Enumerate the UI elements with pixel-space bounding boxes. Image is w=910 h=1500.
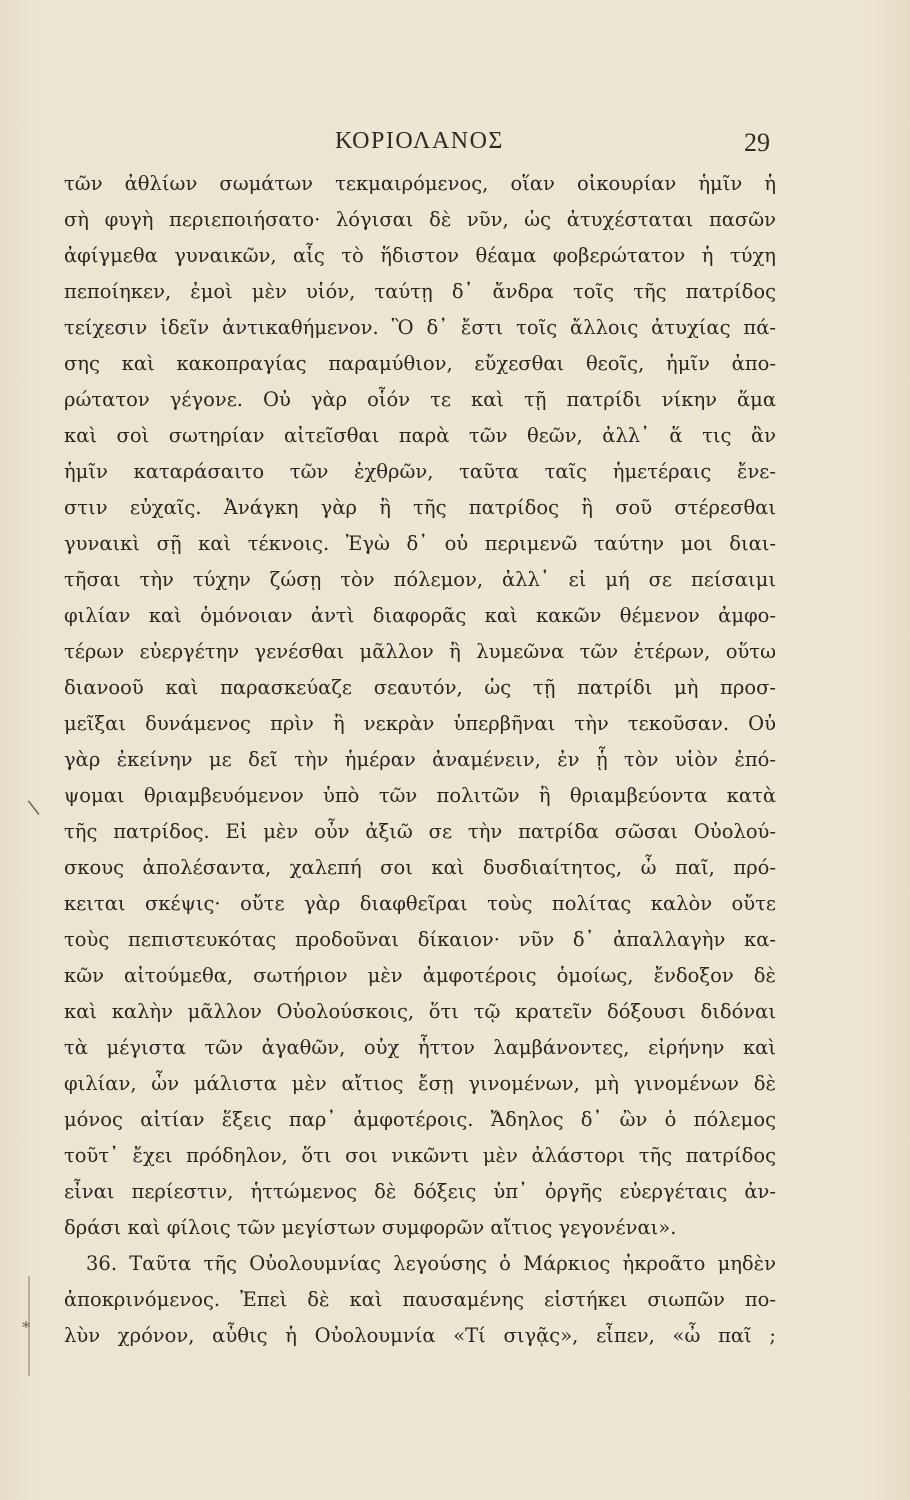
text-line: τείχεσιν ἰδεῖν ἀντικαθήμενον. Ὃ δ᾽ ἔστι τοῖς ἄλλοις ἀτυχίας πά- xyxy=(64,316,776,339)
margin-pencil-mark: \ xyxy=(26,794,41,820)
text-line: σὴ φυγὴ περιεποιήσατο· λόγισαι δὲ νῦν, ὡς ἀτυχέσταται πασῶν xyxy=(64,208,776,231)
text-line: ἀποκρινόμενος. Ἐπεὶ δὲ καὶ παυσαμένης εἱστήκει σιωπῶν πο- xyxy=(64,1288,776,1311)
text-line: εἶναι περίεστιν, ἡττώμενος δὲ δόξεις ὑπ᾽ ὀργῆς εὐεργέταις ἀν- xyxy=(64,1180,776,1203)
text-line: γὰρ ἐκείνην με δεῖ τὴν ἡμέραν ἀναμένειν, ἐν ᾗ τὸν υἱὸν ἐπό- xyxy=(64,748,776,771)
text-line: καὶ καλὴν μᾶλλον Οὐολούσκοις, ὅτι τῷ κρατεῖν δόξουσι διδόναι xyxy=(64,1000,776,1023)
page-header xyxy=(0,128,910,158)
text-line: στιν εὐχαῖς. Ἀνάγκη γὰρ ἢ τῆς πατρίδος ἢ σοῦ στέρεσθαι xyxy=(64,496,776,519)
text-line: ἡμῖν καταράσαιτο τῶν ἐχθρῶν, ταῦτα ταῖς ἡμετέραις ἔνε- xyxy=(64,460,776,483)
text-line: κῶν αἰτούμεθα, σωτήριον μὲν ἀμφοτέροις ὁμοίως, ἔνδοξον δὲ xyxy=(64,964,776,987)
text-line: τοῦτ᾽ ἔχει πρόδηλον, ὅτι σοι νικῶντι μὲν ἀλάστορι τῆς πατρίδος xyxy=(64,1144,776,1167)
text-line: λὺν χρόνον, αὖθις ἡ Οὐολουμνία «Τί σιγᾷς», εἶπεν, «ὦ παῖ ; xyxy=(64,1324,776,1347)
text-line: τέρων εὐεργέτην γενέσθαι μᾶλλον ἢ λυμεῶνα τῶν ἑτέρων, οὕτω xyxy=(64,640,776,663)
text-line: σκους ἀπολέσαντα, χαλεπή σοι καὶ δυσδιαίτητος, ὦ παῖ, πρό- xyxy=(64,856,776,879)
text-line: τῆσαι τὴν τύχην ζώσῃ τὸν πόλεμον, ἀλλ᾽ εἰ μή σε πείσαιμι xyxy=(64,568,776,591)
text-line: φιλίαν καὶ ὁμόνοιαν ἀντὶ διαφορᾶς καὶ κακῶν θέμενον ἀμφο- xyxy=(64,604,776,627)
text-line: ἀφίγμεθα γυναικῶν, αἷς τὸ ἥδιστον θέαμα φοβερώτατον ἡ τύχη xyxy=(64,244,776,267)
text-line: μεῖξαι δυνάμενος πρὶν ἢ νεκρὰν ὑπερβῆναι τὴν τεκοῦσαν. Οὐ xyxy=(64,712,776,735)
text-line: ρώτατον γέγονε. Οὐ γὰρ οἷόν τε καὶ τῇ πατρίδι νίκην ἅμα xyxy=(64,388,776,411)
text-line: τῶν ἀθλίων σωμάτων τεκμαιρόμενος, οἵαν οἰκουρίαν ἡμῖν ἡ xyxy=(64,172,776,195)
text-line: γυναικὶ σῇ καὶ τέκνοις. Ἐγὼ δ᾽ οὐ περιμενῶ ταύτην μοι διαι- xyxy=(64,532,776,555)
text-line: διανοοῦ καὶ παρασκεύαζε σεαυτόν, ὡς τῇ πατρίδι μὴ προσ- xyxy=(64,676,776,699)
text-line: καὶ σοὶ σωτηρίαν αἰτεῖσθαι παρὰ τῶν θεῶν, ἀλλ᾽ ἅ τις ἂν xyxy=(64,424,776,447)
text-line: φιλίαν, ὧν μάλιστα μὲν αἴτιος ἔσῃ γινομένων, μὴ γινομένων δὲ xyxy=(64,1072,776,1095)
text-line: ψομαι θριαμβευόμενον ὑπὸ τῶν πολιτῶν ἢ θριαμβεύοντα κατὰ xyxy=(64,784,776,807)
text-line-section-start: 36. Ταῦτα τῆς Οὐολουμνίας λεγούσης ὁ Μάρκιος ἠκροᾶτο μηδὲν xyxy=(86,1252,776,1275)
text-line: κειται σκέψις· οὔτε γὰρ διαφθεῖραι τοὺς πολίτας καλὸν οὔτε xyxy=(64,892,776,915)
page-number: 29 xyxy=(744,128,770,157)
margin-asterisk-mark: * xyxy=(22,1318,30,1337)
running-title: ΚΟΡΙΟΛΑΝΟΣ xyxy=(335,128,504,154)
text-line: τῆς πατρίδος. Εἰ μὲν οὖν ἀξιῶ σε τὴν πατρίδα σῶσαι Οὐολού- xyxy=(64,820,776,843)
text-line: σης καὶ κακοπραγίας παραμύθιον, εὔχεσθαι θεοῖς, ἡμῖν ἀπο- xyxy=(64,352,776,375)
text-line: πεποίηκεν, ἐμοὶ μὲν υἱόν, ταύτῃ δ᾽ ἄνδρα τοῖς τῆς πατρίδος xyxy=(64,280,776,303)
text-line: τὰ μέγιστα τῶν ἀγαθῶν, οὐχ ἧττον λαμβάνοντες, εἰρήνην καὶ xyxy=(64,1036,776,1059)
text-line: τοὺς πεπιστευκότας προδοῦναι δίκαιον· νῦν δ᾽ ἀπαλλαγὴν κα- xyxy=(64,928,776,951)
text-line-paragraph-end: δράσι καὶ φίλοις τῶν μεγίστων συμφορῶν αἴτιος γεγονέναι». xyxy=(64,1216,677,1239)
text-line: μόνος αἰτίαν ἕξεις παρ᾽ ἀμφοτέροις. Ἄδηλος δ᾽ ὢν ὁ πόλεμος xyxy=(64,1108,776,1131)
